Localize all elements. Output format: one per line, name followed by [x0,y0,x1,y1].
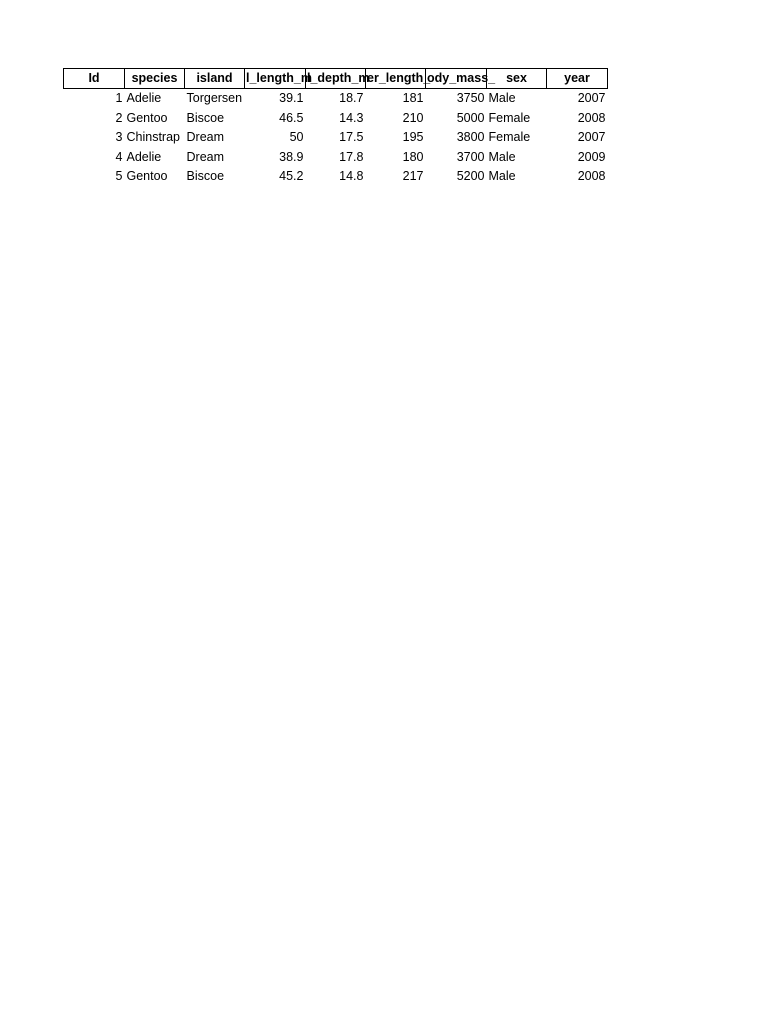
cell-bill-length[interactable]: 50 [289,130,304,144]
cell-year[interactable]: 2008 [577,110,606,125]
cell-id[interactable]: 1 [115,91,123,105]
cell-flipper-length[interactable]: 181 [402,91,424,105]
cell-species[interactable]: Adelie [126,149,162,164]
table-row [64,109,608,129]
cell-id[interactable]: 2 [115,110,123,125]
cell-bill-length[interactable]: 39.1 [279,91,304,105]
cell-body-mass[interactable]: 3800 [456,130,485,144]
cell-island[interactable]: Biscoe [186,110,225,125]
cell-sex[interactable]: Female [488,130,531,144]
cell-bill-length[interactable]: 46.5 [279,110,304,125]
cell-species[interactable]: Adelie [126,91,162,105]
cell-island[interactable]: Torgersen [186,91,243,105]
cell-year[interactable]: 2007 [577,91,606,105]
cell-species[interactable]: Gentoo [126,110,168,125]
header-cell-species[interactable]: species [125,69,185,89]
header-row [64,69,608,89]
header-cell-island[interactable]: island [185,69,245,89]
header-cell-year[interactable]: year [547,69,608,89]
cell-bill-length[interactable]: 38.9 [279,149,304,164]
header-cell-bill-length[interactable]: l_length_m [245,69,306,89]
header-row-group [64,69,608,89]
cell-id[interactable]: 5 [115,169,123,183]
cell-body-mass[interactable]: 3700 [456,149,485,164]
cell-flipper-length[interactable]: 195 [402,130,424,144]
cell-sex[interactable]: Female [488,110,531,125]
table-row [64,89,608,109]
header-cell-flipper-length[interactable]: er_length_ [366,69,426,89]
cell-body-mass[interactable]: 5000 [456,110,485,125]
cell-flipper-length[interactable]: 180 [402,149,424,164]
cell-island[interactable]: Biscoe [186,169,225,183]
header-cell-sex[interactable]: sex [487,69,547,89]
cell-year[interactable]: 2008 [577,169,606,183]
cell-bill-depth[interactable]: 17.5 [339,130,364,144]
cell-id[interactable]: 3 [115,130,123,144]
cell-species[interactable]: Gentoo [126,169,168,183]
spreadsheet [63,68,607,187]
cell-body-mass[interactable]: 3750 [456,91,485,105]
cell-bill-depth[interactable]: 14.8 [339,169,364,183]
table-row [64,148,608,168]
cell-bill-length[interactable]: 45.2 [279,169,304,183]
cell-sex[interactable]: Male [488,149,516,164]
cell-year[interactable]: 2009 [577,149,606,164]
header-cell-body-mass[interactable]: ody_mass_ [426,69,487,89]
cell-year[interactable]: 2007 [577,130,606,144]
cell-species[interactable]: Chinstrap [126,130,180,144]
table-row [64,167,608,187]
cell-flipper-length[interactable]: 210 [402,110,424,125]
header-cell-id[interactable]: Id [64,69,125,89]
table-body [64,89,608,187]
cell-id[interactable]: 4 [115,149,123,164]
table-row [64,128,608,148]
cell-island[interactable]: Dream [186,149,225,164]
cell-sex[interactable]: Male [488,169,516,183]
cell-body-mass[interactable]: 5200 [456,169,485,183]
cell-bill-depth[interactable]: 14.3 [339,110,364,125]
cell-bill-depth[interactable]: 18.7 [339,91,364,105]
header-cell-bill-depth[interactable]: l_depth_m [306,69,366,89]
cell-island[interactable]: Dream [186,130,225,144]
cell-flipper-length[interactable]: 217 [402,169,424,183]
cell-sex[interactable]: Male [488,91,516,105]
cell-bill-depth[interactable]: 17.8 [339,149,364,164]
data-table [63,68,608,187]
